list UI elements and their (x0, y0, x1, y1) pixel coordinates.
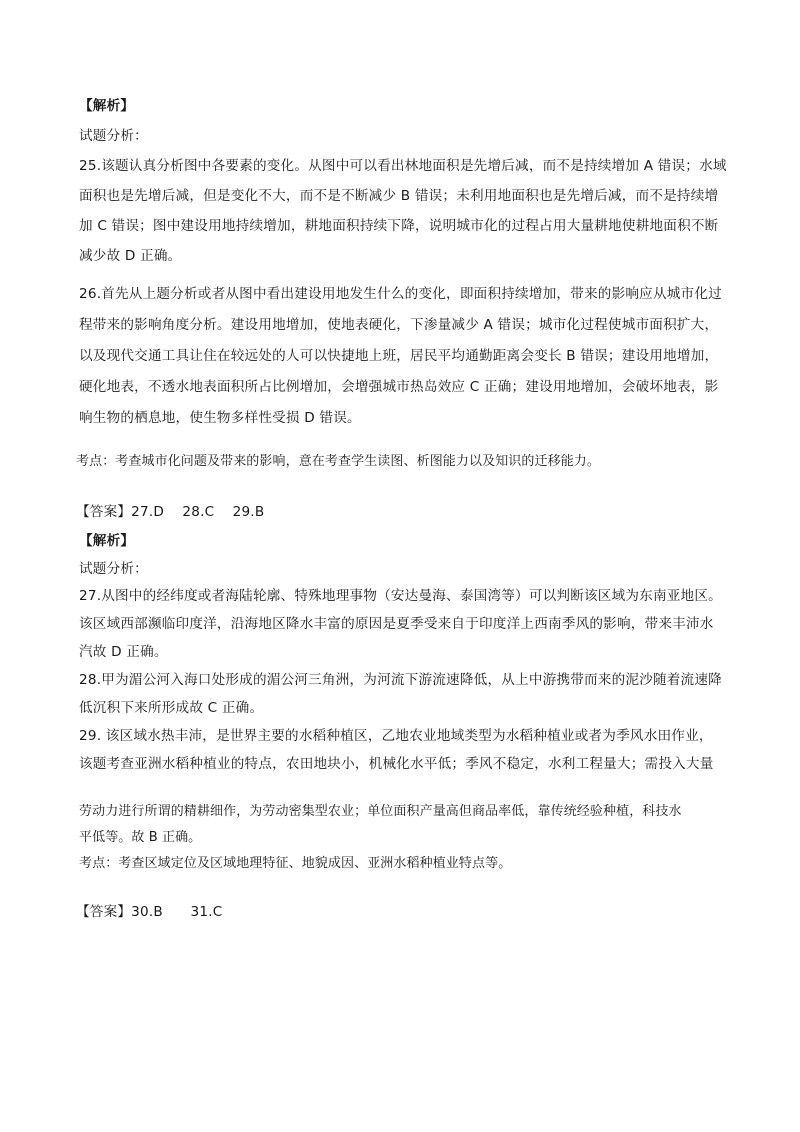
analysis-subheading-1: 试题分析： (79, 128, 148, 144)
explanation-line: 汽故 D 正确。 (79, 644, 168, 660)
continuation-line: 劳动力进行所谓的精耕细作，为劳动密集型农业；单位面积产量高但商品率低，靠传统经验种植，科技水 (79, 804, 682, 819)
q25-line: 25.该题认真分析图中各要素的变化。从图中可以看出林地面积是先增后减，而不是持续增加 A 错误；水域 (79, 158, 727, 174)
q26-line: 以及现代交通工具让住在较远处的人可以快捷地上班，居民平均通勤距离会变长 B 错误；建设用地增加， (79, 348, 719, 364)
q25-line: 减少故 D 正确。 (79, 248, 182, 264)
explanation-line: 该区域西部濒临印度洋，沿海地区降水丰富的原因是夏季受来自于印度洋上西南季风的影响，带来丰沛水 (79, 616, 714, 632)
kaodian-2: 考点：考查区域定位及区域地理特征、地貌成因、亚洲水稻种植业特点等。 (79, 856, 512, 871)
q26-line: 26.首先从上题分析或者从图中看出建设用地发生什么的变化，即面积持续增加，带来的影响应从城市化过 (79, 286, 722, 302)
q25-line: 面积也是先增后减，但是变化不大，而不是不断减少 B 错误；未利用地面积也是先增后减，而不是持续增 (79, 188, 719, 204)
analysis-subheading-2: 试题分析： (79, 561, 148, 577)
analysis-heading-2: 【解析】 (79, 533, 135, 549)
q26-line: 程带来的影响角度分析。建设用地增加，使地表硬化，下渗量减少 A 错误；城市化过程使城市面积扩大， (79, 317, 719, 333)
answer-27-29: 【答案】27.D 28.C 29.B (76, 504, 265, 520)
explanation-line: 低沉积下来所形成故 C 正确。 (79, 700, 264, 716)
q26-line: 响生物的栖息地，使生物多样性受损 D 错误。 (79, 410, 361, 426)
q26-line: 硬化地表，不透水地表面积所占比例增加，会增强城市热岛效应 C 正确；建设用地增加，会破坏地表，影 (79, 379, 719, 395)
analysis-heading-1: 【解析】 (79, 98, 135, 114)
explanation-line: 27.从图中的经纬度或者海陆轮廓、特殊地理事物（安达曼海、泰国湾等）可以判断该区域为东南亚地区。 (79, 588, 722, 604)
kaodian-1: 考点：考查城市化问题及带来的影响，意在考查学生读图、析图能力以及知识的迁移能力。 (76, 454, 601, 469)
explanation-line: 28.甲为湄公河入海口处形成的湄公河三角洲，为河流下游流速降低，从上中游携带而来的泥沙随着流速降 (79, 672, 722, 688)
explanation-line: 29. 该区域水热丰沛，是世界主要的水稻种植区，乙地农业地域类型为水稻种植业或者为季风水田作业， (79, 728, 713, 744)
answer-30-31: 【答案】30.B 31.C (76, 904, 223, 920)
continuation-line: 平低等。故 B 正确。 (79, 830, 202, 845)
q25-line: 加 C 错误；图中建设用地持续增加，耕地面积持续下降，说明城市化的过程占用大量耕地使耕地面积不断 (79, 218, 719, 234)
explanation-line: 该题考查亚洲水稻种植业的特点，农田地块小，机械化水平低；季风不稳定，水利工程量大；需投入大量 (79, 756, 714, 772)
